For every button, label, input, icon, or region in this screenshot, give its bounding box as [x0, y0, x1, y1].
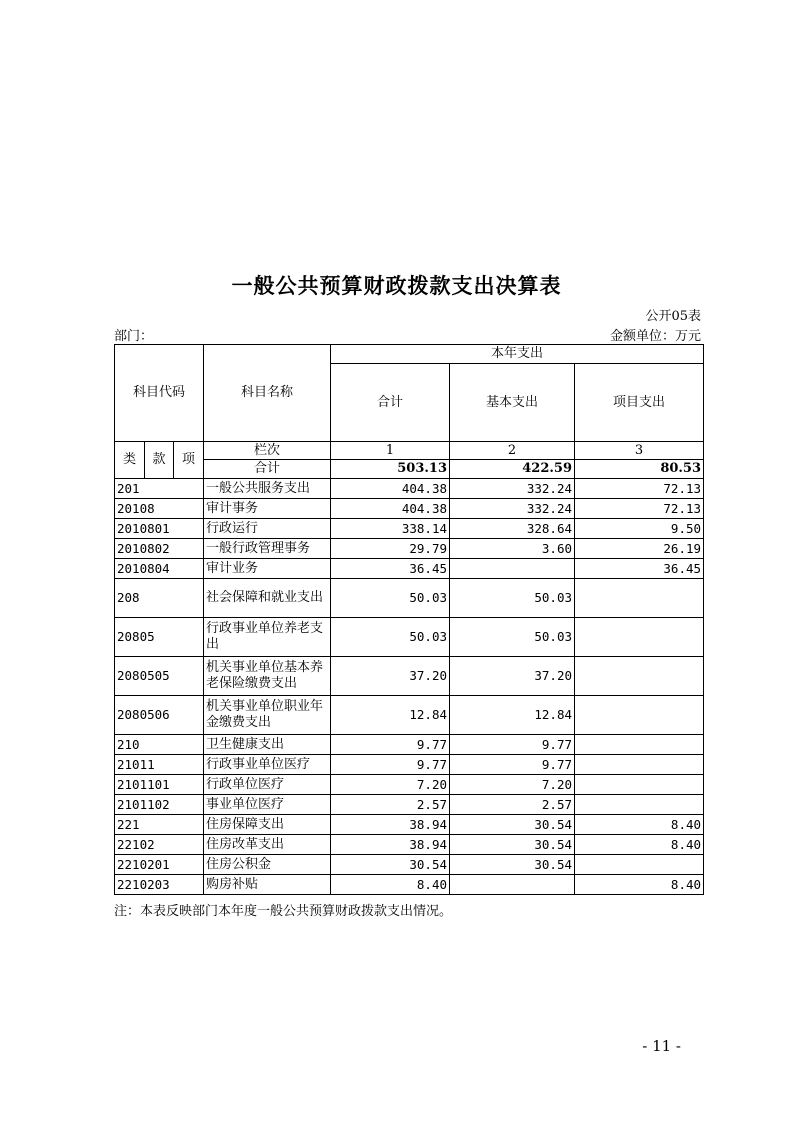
row-project: [575, 696, 704, 735]
row-code: 22102: [115, 835, 204, 855]
row-basic: 37.20: [450, 657, 575, 696]
row-name: 审计业务: [204, 559, 331, 579]
row-basic: [450, 559, 575, 579]
row-total: 50.03: [331, 579, 450, 618]
header-project: 项目支出: [575, 364, 704, 442]
table-row: [115, 519, 704, 539]
row-project: [575, 618, 704, 657]
unit-label: 金额单位：万元: [609, 329, 701, 344]
row-basic: 9.77: [450, 755, 575, 775]
row-basic: 12.84: [450, 696, 575, 735]
row-project: 8.40: [575, 875, 704, 895]
row-name: 卫生健康支出: [204, 735, 331, 755]
row-code: 2010802: [115, 539, 204, 559]
header-current-year: 本年支出: [331, 345, 704, 364]
header-basic: 基本支出: [450, 364, 575, 442]
row-code: 221: [115, 815, 204, 835]
col-index-3: 3: [575, 442, 704, 460]
row-name: 行政单位医疗: [204, 775, 331, 795]
row-total: 404.38: [331, 499, 450, 519]
totals-total: 503.13: [331, 460, 450, 479]
row-total: 12.84: [331, 696, 450, 735]
header-column-index: 栏次: [204, 442, 331, 460]
row-project: 72.13: [575, 499, 704, 519]
row-code: 2010804: [115, 559, 204, 579]
table-row: [115, 795, 704, 815]
table-row: [115, 657, 704, 696]
table-row: [115, 499, 704, 519]
totals-project: 80.53: [575, 460, 704, 479]
row-code: 2101102: [115, 795, 204, 815]
row-project: [575, 579, 704, 618]
row-name: 审计事务: [204, 499, 331, 519]
header-subject-name: 科目名称: [204, 345, 331, 442]
row-code: 2101101: [115, 775, 204, 795]
row-basic: 332.24: [450, 479, 575, 499]
header-row: [115, 442, 704, 460]
row-total: 9.77: [331, 735, 450, 755]
row-code: 201: [115, 479, 204, 499]
row-total: 9.77: [331, 755, 450, 775]
table-row: [115, 696, 704, 735]
row-project: [575, 855, 704, 875]
row-total: 36.45: [331, 559, 450, 579]
row-code: 20805: [115, 618, 204, 657]
table-row: [115, 479, 704, 499]
header-total: 合计: [331, 364, 450, 442]
table-row: [115, 815, 704, 835]
header-xiang: 项: [174, 442, 204, 479]
row-name: 社会保障和就业支出: [204, 579, 331, 618]
row-name: 行政运行: [204, 519, 331, 539]
row-project: 36.45: [575, 559, 704, 579]
table-row: [115, 875, 704, 895]
table-row: [115, 735, 704, 755]
row-code: 21011: [115, 755, 204, 775]
row-project: [575, 795, 704, 815]
row-name: 住房公积金: [204, 855, 331, 875]
row-basic: 328.64: [450, 519, 575, 539]
row-project: [575, 755, 704, 775]
row-project: 8.40: [575, 835, 704, 855]
row-basic: 2.57: [450, 795, 575, 815]
row-name: 机关事业单位基本养老保险缴费支出: [204, 657, 331, 696]
row-basic: 30.54: [450, 835, 575, 855]
row-total: 29.79: [331, 539, 450, 559]
row-total: 37.20: [331, 657, 450, 696]
totals-basic: 422.59: [450, 460, 575, 479]
header-subject-code: 科目代码: [115, 345, 204, 442]
table-row: [115, 559, 704, 579]
page-title: 一般公共预算财政拨款支出决算表: [231, 273, 562, 298]
row-code: 20108: [115, 499, 204, 519]
row-name: 住房保障支出: [204, 815, 331, 835]
table-row: [115, 755, 704, 775]
row-project: 8.40: [575, 815, 704, 835]
row-name: 一般行政管理事务: [204, 539, 331, 559]
data-rows: [115, 479, 704, 895]
row-code: 2210203: [115, 875, 204, 895]
row-total: 2.57: [331, 795, 450, 815]
row-total: 8.40: [331, 875, 450, 895]
row-basic: 50.03: [450, 618, 575, 657]
table-row: [115, 579, 704, 618]
row-name: 购房补贴: [204, 875, 331, 895]
row-total: 30.54: [331, 855, 450, 875]
row-name: 行政事业单位养老支出: [204, 618, 331, 657]
row-basic: 9.77: [450, 735, 575, 755]
header-row: [115, 345, 704, 364]
department-label: 部门：: [114, 329, 154, 344]
row-basic: 332.24: [450, 499, 575, 519]
row-code: 2210201: [115, 855, 204, 875]
row-total: 38.94: [331, 835, 450, 855]
budget-table: [114, 344, 704, 895]
table-row: [115, 775, 704, 795]
totals-row: [115, 460, 704, 479]
row-project: [575, 657, 704, 696]
col-index-2: 2: [450, 442, 575, 460]
row-total: 38.94: [331, 815, 450, 835]
totals-label: 合计: [204, 460, 331, 479]
row-code: 208: [115, 579, 204, 618]
row-project: [575, 775, 704, 795]
form-number: 公开05表: [645, 309, 701, 324]
row-basic: 7.20: [450, 775, 575, 795]
header-kuan: 款: [145, 442, 174, 479]
col-index-1: 1: [331, 442, 450, 460]
row-code: 2080506: [115, 696, 204, 735]
row-project: 72.13: [575, 479, 704, 499]
row-code: 210: [115, 735, 204, 755]
row-total: 404.38: [331, 479, 450, 499]
row-basic: 3.60: [450, 539, 575, 559]
row-basic: 50.03: [450, 579, 575, 618]
row-total: 338.14: [331, 519, 450, 539]
table-row: [115, 835, 704, 855]
page-number: - 11 -: [642, 1037, 681, 1055]
header-lei: 类: [115, 442, 145, 479]
row-name: 事业单位医疗: [204, 795, 331, 815]
row-project: 9.50: [575, 519, 704, 539]
table-row: [115, 539, 704, 559]
row-project: [575, 735, 704, 755]
table-row: [115, 618, 704, 657]
row-code: 2080505: [115, 657, 204, 696]
table-row: [115, 855, 704, 875]
row-name: 行政事业单位医疗: [204, 755, 331, 775]
row-basic: [450, 875, 575, 895]
row-total: 7.20: [331, 775, 450, 795]
row-name: 机关事业单位职业年金缴费支出: [204, 696, 331, 735]
row-project: 26.19: [575, 539, 704, 559]
row-name: 住房改革支出: [204, 835, 331, 855]
row-basic: 30.54: [450, 815, 575, 835]
row-name: 一般公共服务支出: [204, 479, 331, 499]
row-total: 50.03: [331, 618, 450, 657]
row-basic: 30.54: [450, 855, 575, 875]
table-note: 注：本表反映部门本年度一般公共预算财政拨款支出情况。: [114, 904, 453, 919]
row-code: 2010801: [115, 519, 204, 539]
